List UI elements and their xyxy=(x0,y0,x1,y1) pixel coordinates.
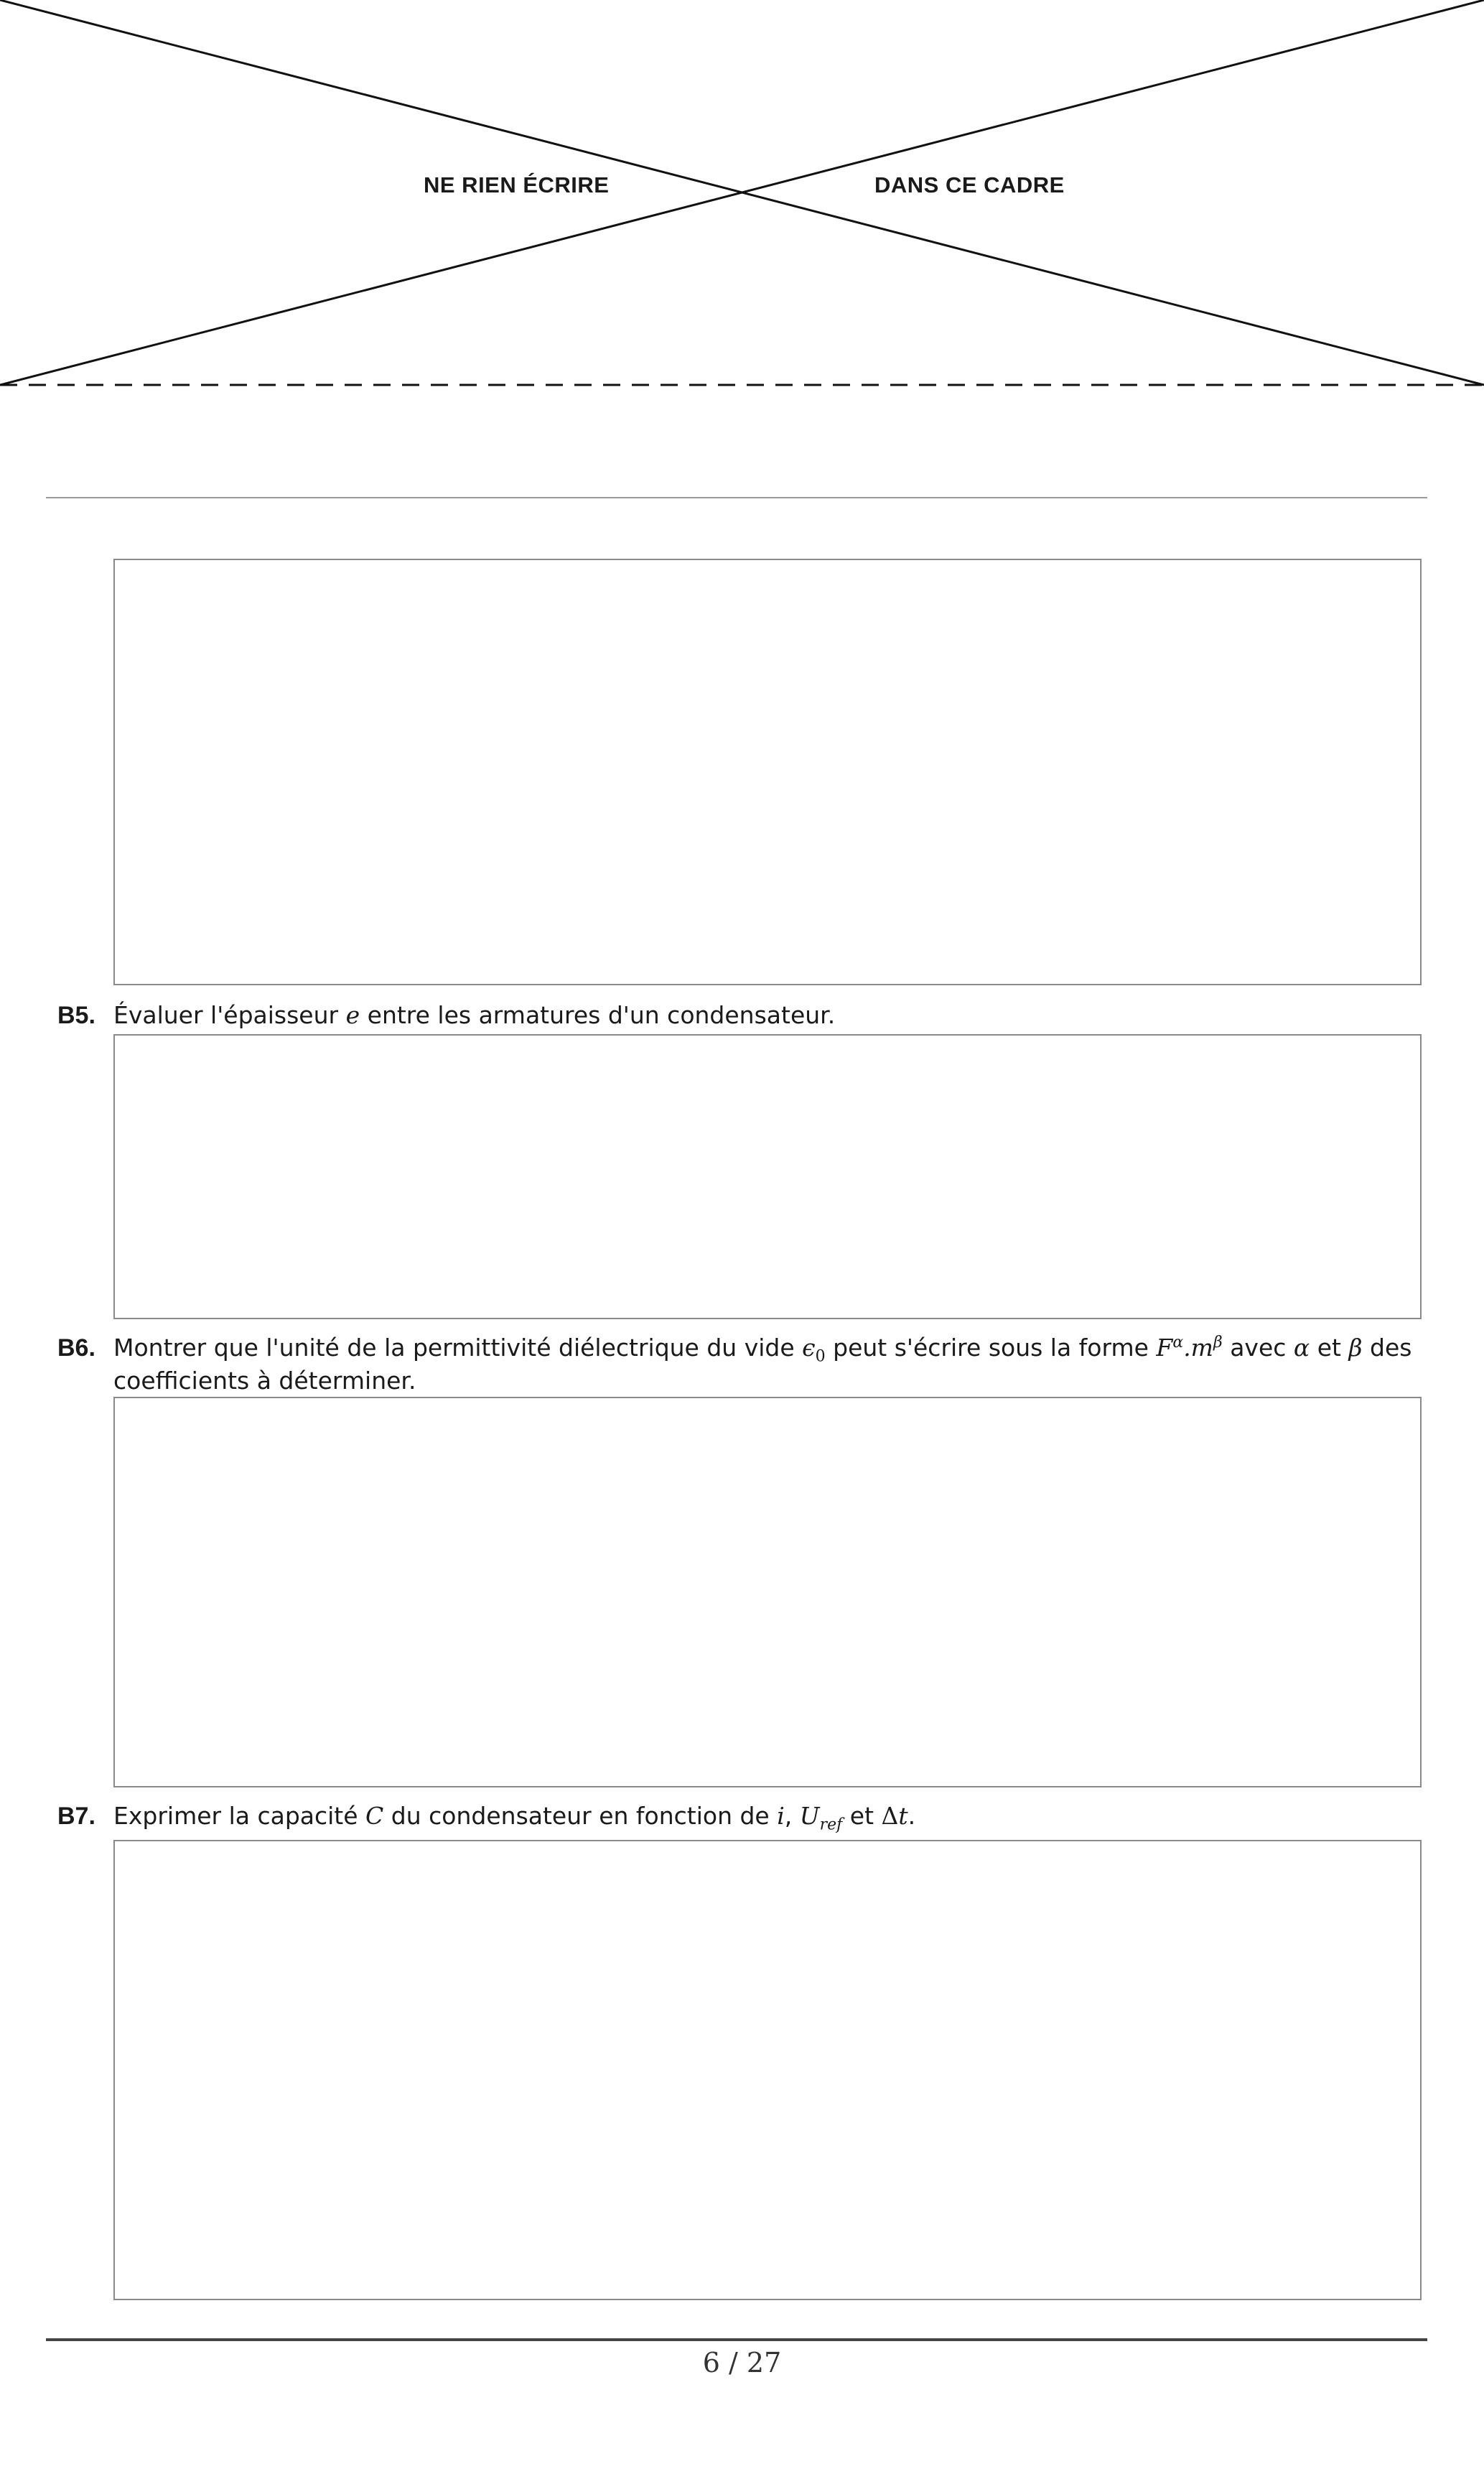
answer-box-b5[interactable] xyxy=(113,1034,1422,1319)
question-number: B6. xyxy=(57,1334,95,1362)
header-right-label: DANS CE CADRE xyxy=(874,172,1065,197)
page-number: 6 / 27 xyxy=(702,2347,782,2378)
bottom-rule xyxy=(46,2338,1427,2341)
question-text-continued: coefficients à déterminer. xyxy=(113,1367,416,1395)
no-write-cross xyxy=(0,0,1484,391)
answer-box-b6[interactable] xyxy=(113,1397,1422,1787)
question-text: Montrer que l'unité de la permittivité diélectrique du vide $\epsilon_0$ peut s'écrire sous la forme $F^\alpha.m^\beta$ avec α et β des xyxy=(113,1334,1412,1366)
top-rule xyxy=(46,497,1427,498)
question-b7 xyxy=(57,1800,1430,1833)
answer-box-b7[interactable] xyxy=(113,1840,1422,2300)
question-b5 xyxy=(57,999,1430,1032)
question-b6 xyxy=(57,1331,1430,1398)
question-text: Évaluer l'épaisseur e entre les armatures d'un condensateur. xyxy=(113,1001,836,1029)
answer-box-previous[interactable] xyxy=(113,559,1422,985)
question-number: B7. xyxy=(57,1803,95,1830)
question-text: Exprimer la capacité C du condensateur en fonction de i, $U_{ref}$ et Δt. xyxy=(113,1802,916,1834)
question-number: B5. xyxy=(57,1002,95,1029)
header-left-label: NE RIEN ÉCRIRE xyxy=(424,172,610,197)
no-write-zone xyxy=(0,0,1484,391)
